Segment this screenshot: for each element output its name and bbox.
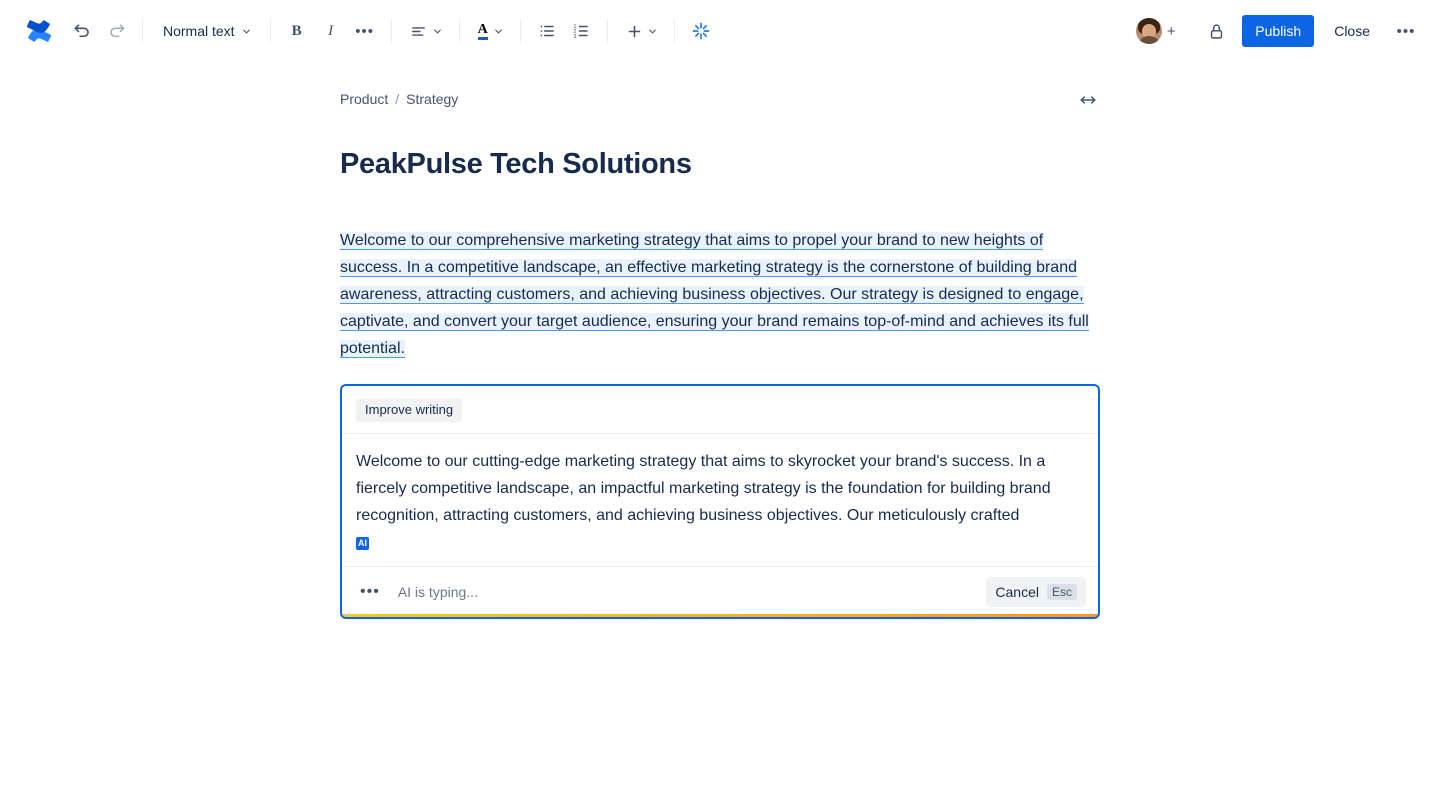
close-button[interactable]: Close (1324, 15, 1380, 47)
toolbar-divider (520, 19, 521, 43)
undo-button[interactable] (66, 15, 98, 47)
ai-prompt-chip[interactable]: Improve writing (356, 398, 462, 422)
breadcrumb (340, 88, 1100, 110)
text-alignment-button[interactable] (402, 15, 449, 47)
redo-icon (107, 22, 126, 41)
chevron-down-icon (432, 26, 443, 37)
page-container (0, 62, 1440, 619)
bold-button[interactable]: B (281, 15, 313, 47)
undo-icon (73, 22, 92, 41)
cancel-button[interactable] (986, 577, 1086, 607)
text-style-dropdown[interactable] (153, 15, 260, 47)
redo-button[interactable] (100, 15, 132, 47)
ai-assistant-panel (340, 384, 1100, 619)
page-width-toggle-icon[interactable] (1076, 88, 1100, 112)
lock-icon (1208, 23, 1225, 40)
document-paragraph[interactable] (340, 227, 1100, 362)
collaborators (1134, 16, 1186, 46)
text-color-label: A (478, 23, 488, 40)
toolbar-divider (391, 19, 392, 43)
ai-response-content: Welcome to our cutting-edge marketing strategy that aims to skyrocket your brand's success. In a fiercely competitive landscape, an impactful marketing strategy is the foundation for building brand recognition, attracting customers, and achieving business objectives. Our meticulously crafted (356, 453, 1051, 524)
editor-toolbar (0, 0, 1440, 62)
arrows-horizontal-icon (1079, 91, 1097, 109)
text-style-label: Normal text (163, 23, 235, 39)
chevron-down-icon (647, 26, 658, 37)
toolbar-divider (142, 19, 143, 43)
text-color-button[interactable] (470, 15, 510, 47)
document-content (340, 88, 1100, 619)
more-actions-button[interactable]: ••• (1390, 15, 1422, 47)
numbered-list-button[interactable] (565, 15, 597, 47)
breadcrumb-separator: / (395, 91, 400, 107)
align-left-icon (410, 23, 427, 40)
chevron-down-icon (493, 26, 504, 37)
bulleted-list-button[interactable] (531, 15, 563, 47)
toolbar-divider (674, 19, 675, 43)
breadcrumb-item-strategy[interactable]: Strategy (406, 91, 459, 107)
add-people-button[interactable]: + (1156, 16, 1186, 46)
ai-response-text (342, 434, 1098, 567)
ai-more-options-button[interactable]: ••• (360, 583, 380, 600)
ai-sparkle-icon (691, 21, 711, 41)
page-title[interactable]: PeakPulse Tech Solutions (340, 148, 692, 180)
svg-text:1: 1 (573, 24, 577, 30)
publish-button[interactable]: Publish (1242, 15, 1314, 47)
insert-element-button[interactable] (618, 15, 664, 47)
ai-typing-cursor: AI (358, 538, 367, 549)
toolbar-divider (270, 19, 271, 43)
numbered-list-icon (572, 22, 590, 40)
ai-button[interactable] (685, 15, 717, 47)
toolbar-divider (607, 19, 608, 43)
cancel-label: Cancel (995, 584, 1039, 600)
selected-text: Welcome to our comprehensive marketing strategy that aims to propel your brand to new heights of success. In a competitive landscape, an effective marketing strategy is the cornerstone of building brand awareness, attracting customers, and achieving business objectives. Our strategy is designed to engage, captivate, and convert your target audience, ensuring your brand remains top-of-mind and achieves its full potential. (340, 232, 1089, 357)
ai-status-text: AI is typing... (397, 584, 478, 600)
restrictions-button[interactable] (1200, 15, 1232, 47)
cancel-shortcut: Esc (1047, 584, 1077, 600)
toolbar-divider (459, 19, 460, 43)
svg-text:3: 3 (573, 33, 577, 40)
breadcrumb-item-product[interactable]: Product (340, 91, 389, 107)
plus-icon (626, 23, 643, 40)
confluence-logo-icon[interactable] (24, 16, 54, 46)
svg-text:2: 2 (573, 28, 577, 35)
ai-panel-header (342, 386, 1098, 434)
more-formatting-button[interactable]: ••• (349, 15, 381, 47)
chevron-down-icon (241, 26, 252, 37)
bulleted-list-icon (538, 22, 556, 40)
italic-button[interactable]: I (315, 15, 347, 47)
ai-panel-footer (342, 567, 1098, 617)
